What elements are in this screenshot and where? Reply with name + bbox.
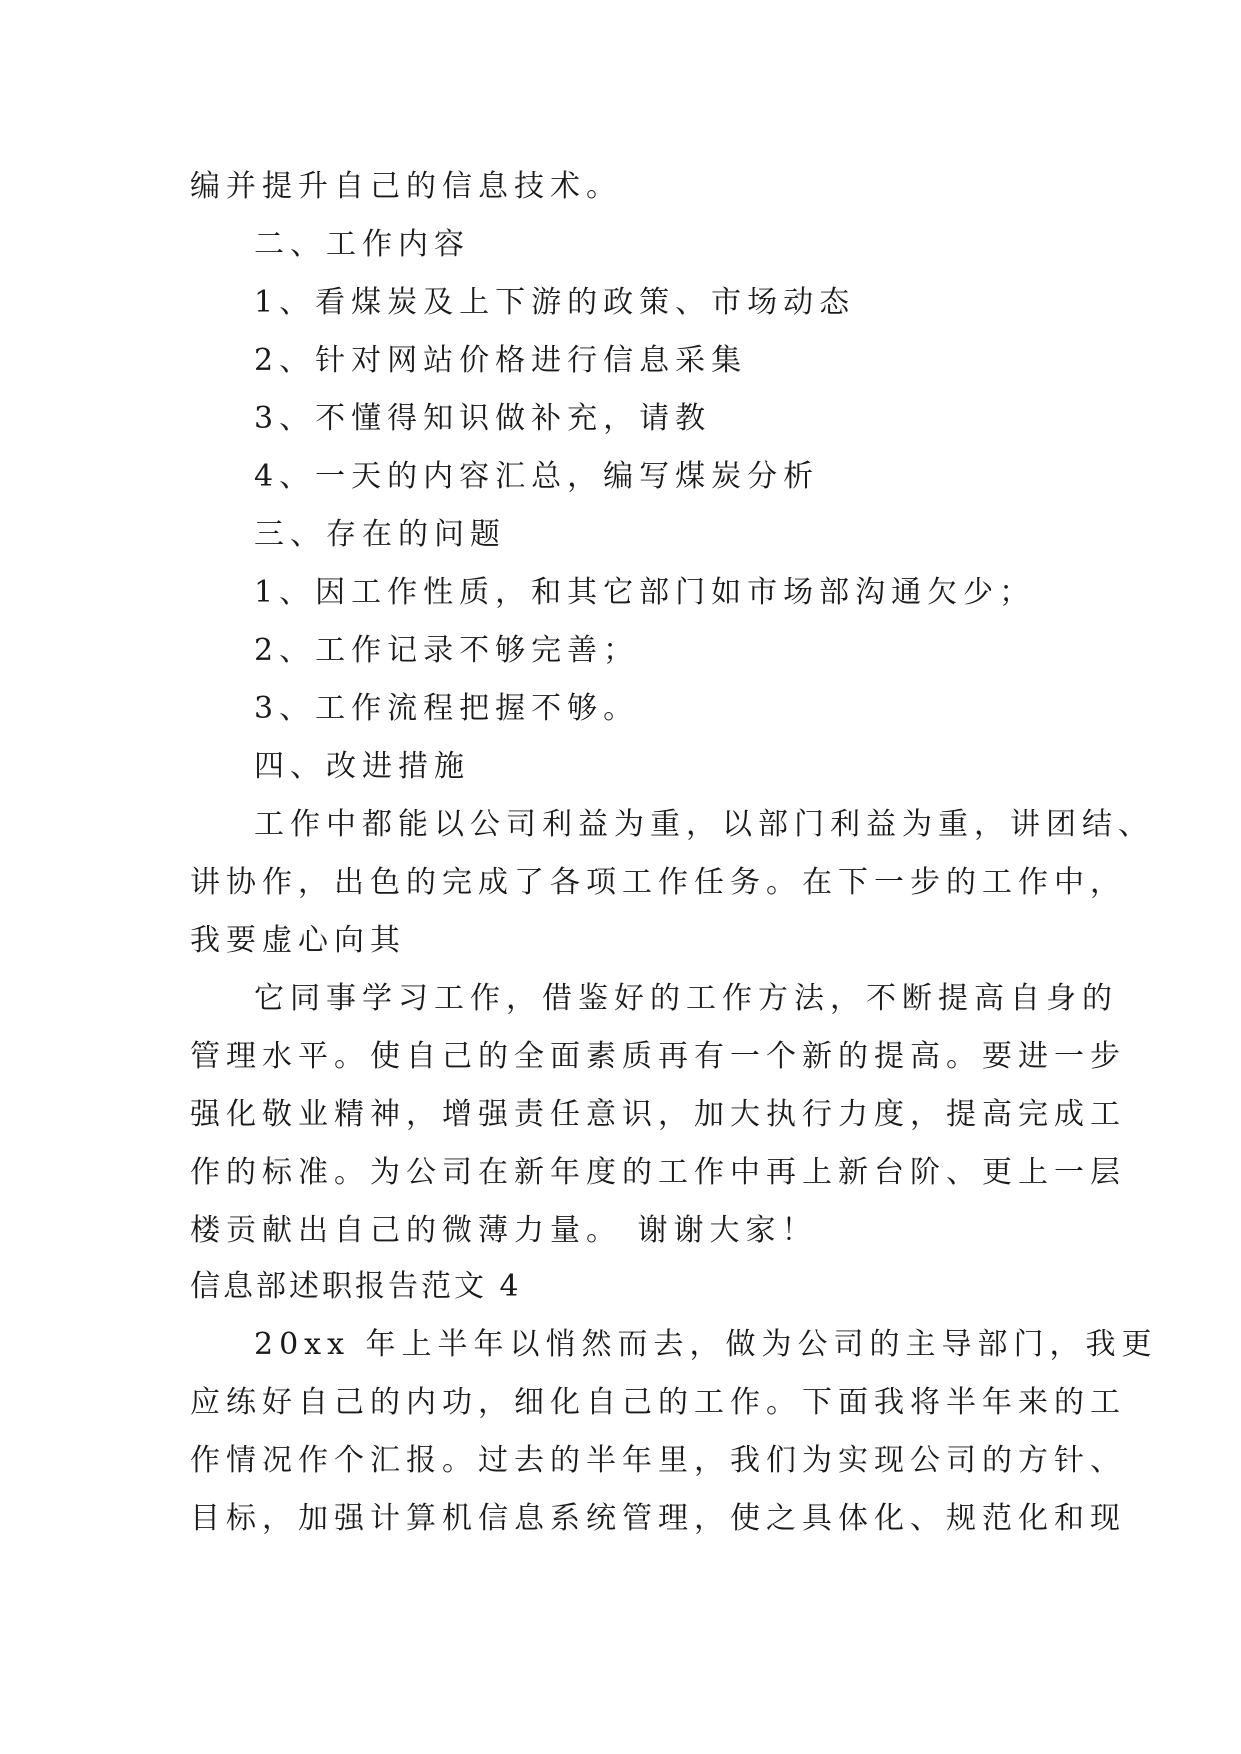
list-item: 4、一天的内容汇总，编写煤炭分析 — [254, 459, 820, 494]
paragraph-line: 楼贡献出自己的微薄力量。 谢谢大家！ — [190, 1213, 818, 1248]
list-item: 2、工作记录不够完善； — [254, 633, 640, 668]
paragraph-line: 管理水平。使自己的全面素质再有一个新的提高。要进一步 — [190, 1039, 1126, 1074]
paragraph-line: 讲协作，出色的完成了各项工作任务。在下一步的工作中， — [190, 865, 1126, 900]
paragraph-line: 作情况作个汇报。过去的半年里，我们为实现公司的方针、 — [190, 1443, 1126, 1478]
list-item: 3、工作流程把握不够。 — [254, 691, 640, 726]
section-heading: 四、改进措施 — [254, 749, 470, 784]
paragraph-line: 目标，加强计算机信息系统管理，使之具体化、规范化和现 — [190, 1501, 1126, 1536]
paragraph-line: 应练好自己的内功，细化自己的工作。下面我将半年来的工 — [190, 1385, 1126, 1420]
list-item: 1、因工作性质，和其它部门如市场部沟通欠少； — [254, 575, 1036, 610]
paragraph-line: 我要虚心向其 — [190, 923, 406, 958]
section-heading: 二、工作内容 — [254, 227, 470, 262]
section-heading: 三、存在的问题 — [254, 517, 506, 552]
document-title: 信息部述职报告范文 4 — [190, 1269, 522, 1304]
paragraph-line: 工作中都能以公司利益为重，以部门利益为重，讲团结、 — [254, 807, 1154, 842]
paragraph-line: 20xx 年上半年以悄然而去，做为公司的主导部门，我更 — [254, 1327, 1158, 1362]
paragraph-line: 编并提升自己的信息技术。 — [190, 169, 622, 204]
list-item: 1、看煤炭及上下游的政策、市场动态 — [254, 285, 856, 320]
list-item: 2、针对网站价格进行信息采集 — [254, 343, 748, 378]
paragraph-line: 强化敬业精神，增强责任意识，加大执行力度，提高完成工 — [190, 1097, 1126, 1132]
paragraph-line: 作的标准。为公司在新年度的工作中再上新台阶、更上一层 — [190, 1155, 1126, 1190]
list-item: 3、不懂得知识做补充，请教 — [254, 401, 712, 436]
paragraph-line: 它同事学习工作，借鉴好的工作方法，不断提高自身的 — [254, 981, 1118, 1016]
